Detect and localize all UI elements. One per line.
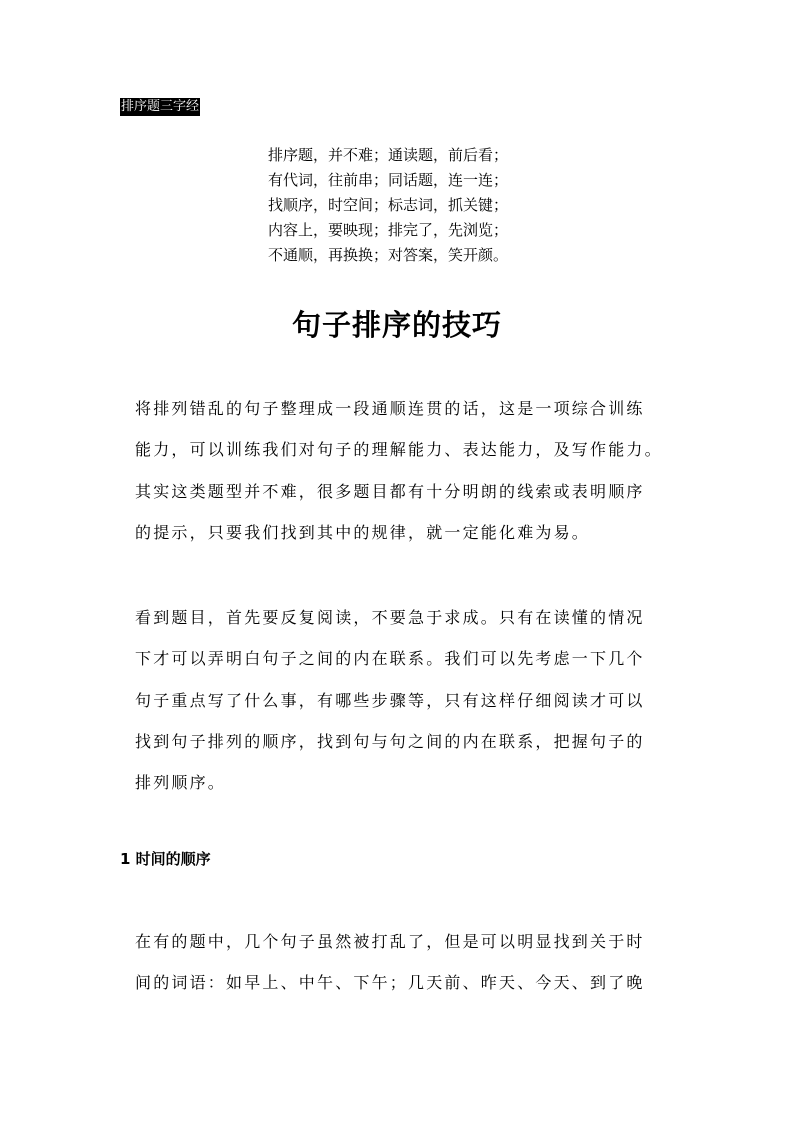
time-order-paragraph xyxy=(135,921,660,1004)
paragraph-line: 看到题目，首先要反复阅读，不要急于求成。只有在读懂的情况 xyxy=(135,608,645,627)
reading-paragraph xyxy=(135,597,660,803)
paragraph-line: 其实这类题型并不难，很多题目都有十分明朗的线索或表明顺序 xyxy=(135,481,645,501)
paragraph-line: 在有的题中，几个句子虽然被打乱了，但是可以明显找到关于时 xyxy=(135,932,645,951)
paragraph-line: 句子重点写了什么事，有哪些步骤等，只有这样仔细阅读才可以 xyxy=(135,690,645,710)
paragraph-line: 找到句子排列的顺序，找到句与句之间的内在联系，把握句子的 xyxy=(135,731,645,751)
page-title: 句子排序的技巧 xyxy=(291,308,502,342)
paragraph-line: 的提示，只要我们找到其中的规律，就一定能化难为易。 xyxy=(135,522,591,542)
paragraph-line: 下才可以弄明白句子之间的内在联系。我们可以先考虑一下几个 xyxy=(135,649,645,669)
verse-line: 有代词，往前串；同话题，连一连； xyxy=(268,171,509,189)
verse-line: 不通顺，再换换；对答案，笑开颜。 xyxy=(268,246,509,264)
paragraph-line: 排列顺序。 xyxy=(135,773,227,793)
verse-line: 排序题，并不难；通读题，前后看； xyxy=(268,146,509,164)
paragraph-line: 能力，可以训练我们对句子的理解能力、表达能力，及写作能力。 xyxy=(135,440,663,460)
section-badge: 排序题三字经 xyxy=(121,99,200,114)
paragraph-line: 将排列错乱的句子整理成一段通顺连贯的话，这是一项综合训练 xyxy=(135,399,645,418)
intro-paragraph xyxy=(135,388,663,553)
verse-line: 找顺序，时空间；标志词，抓关键； xyxy=(268,196,509,214)
rhyme-verse xyxy=(268,143,508,268)
paragraph-line: 间的词语：如早上、中午、下午；几天前、昨天、今天、到了晚 xyxy=(135,973,645,993)
section-heading: 1 时间的顺序 xyxy=(120,850,211,868)
verse-line: 内容上，要映现；排完了，先浏览； xyxy=(268,221,509,239)
